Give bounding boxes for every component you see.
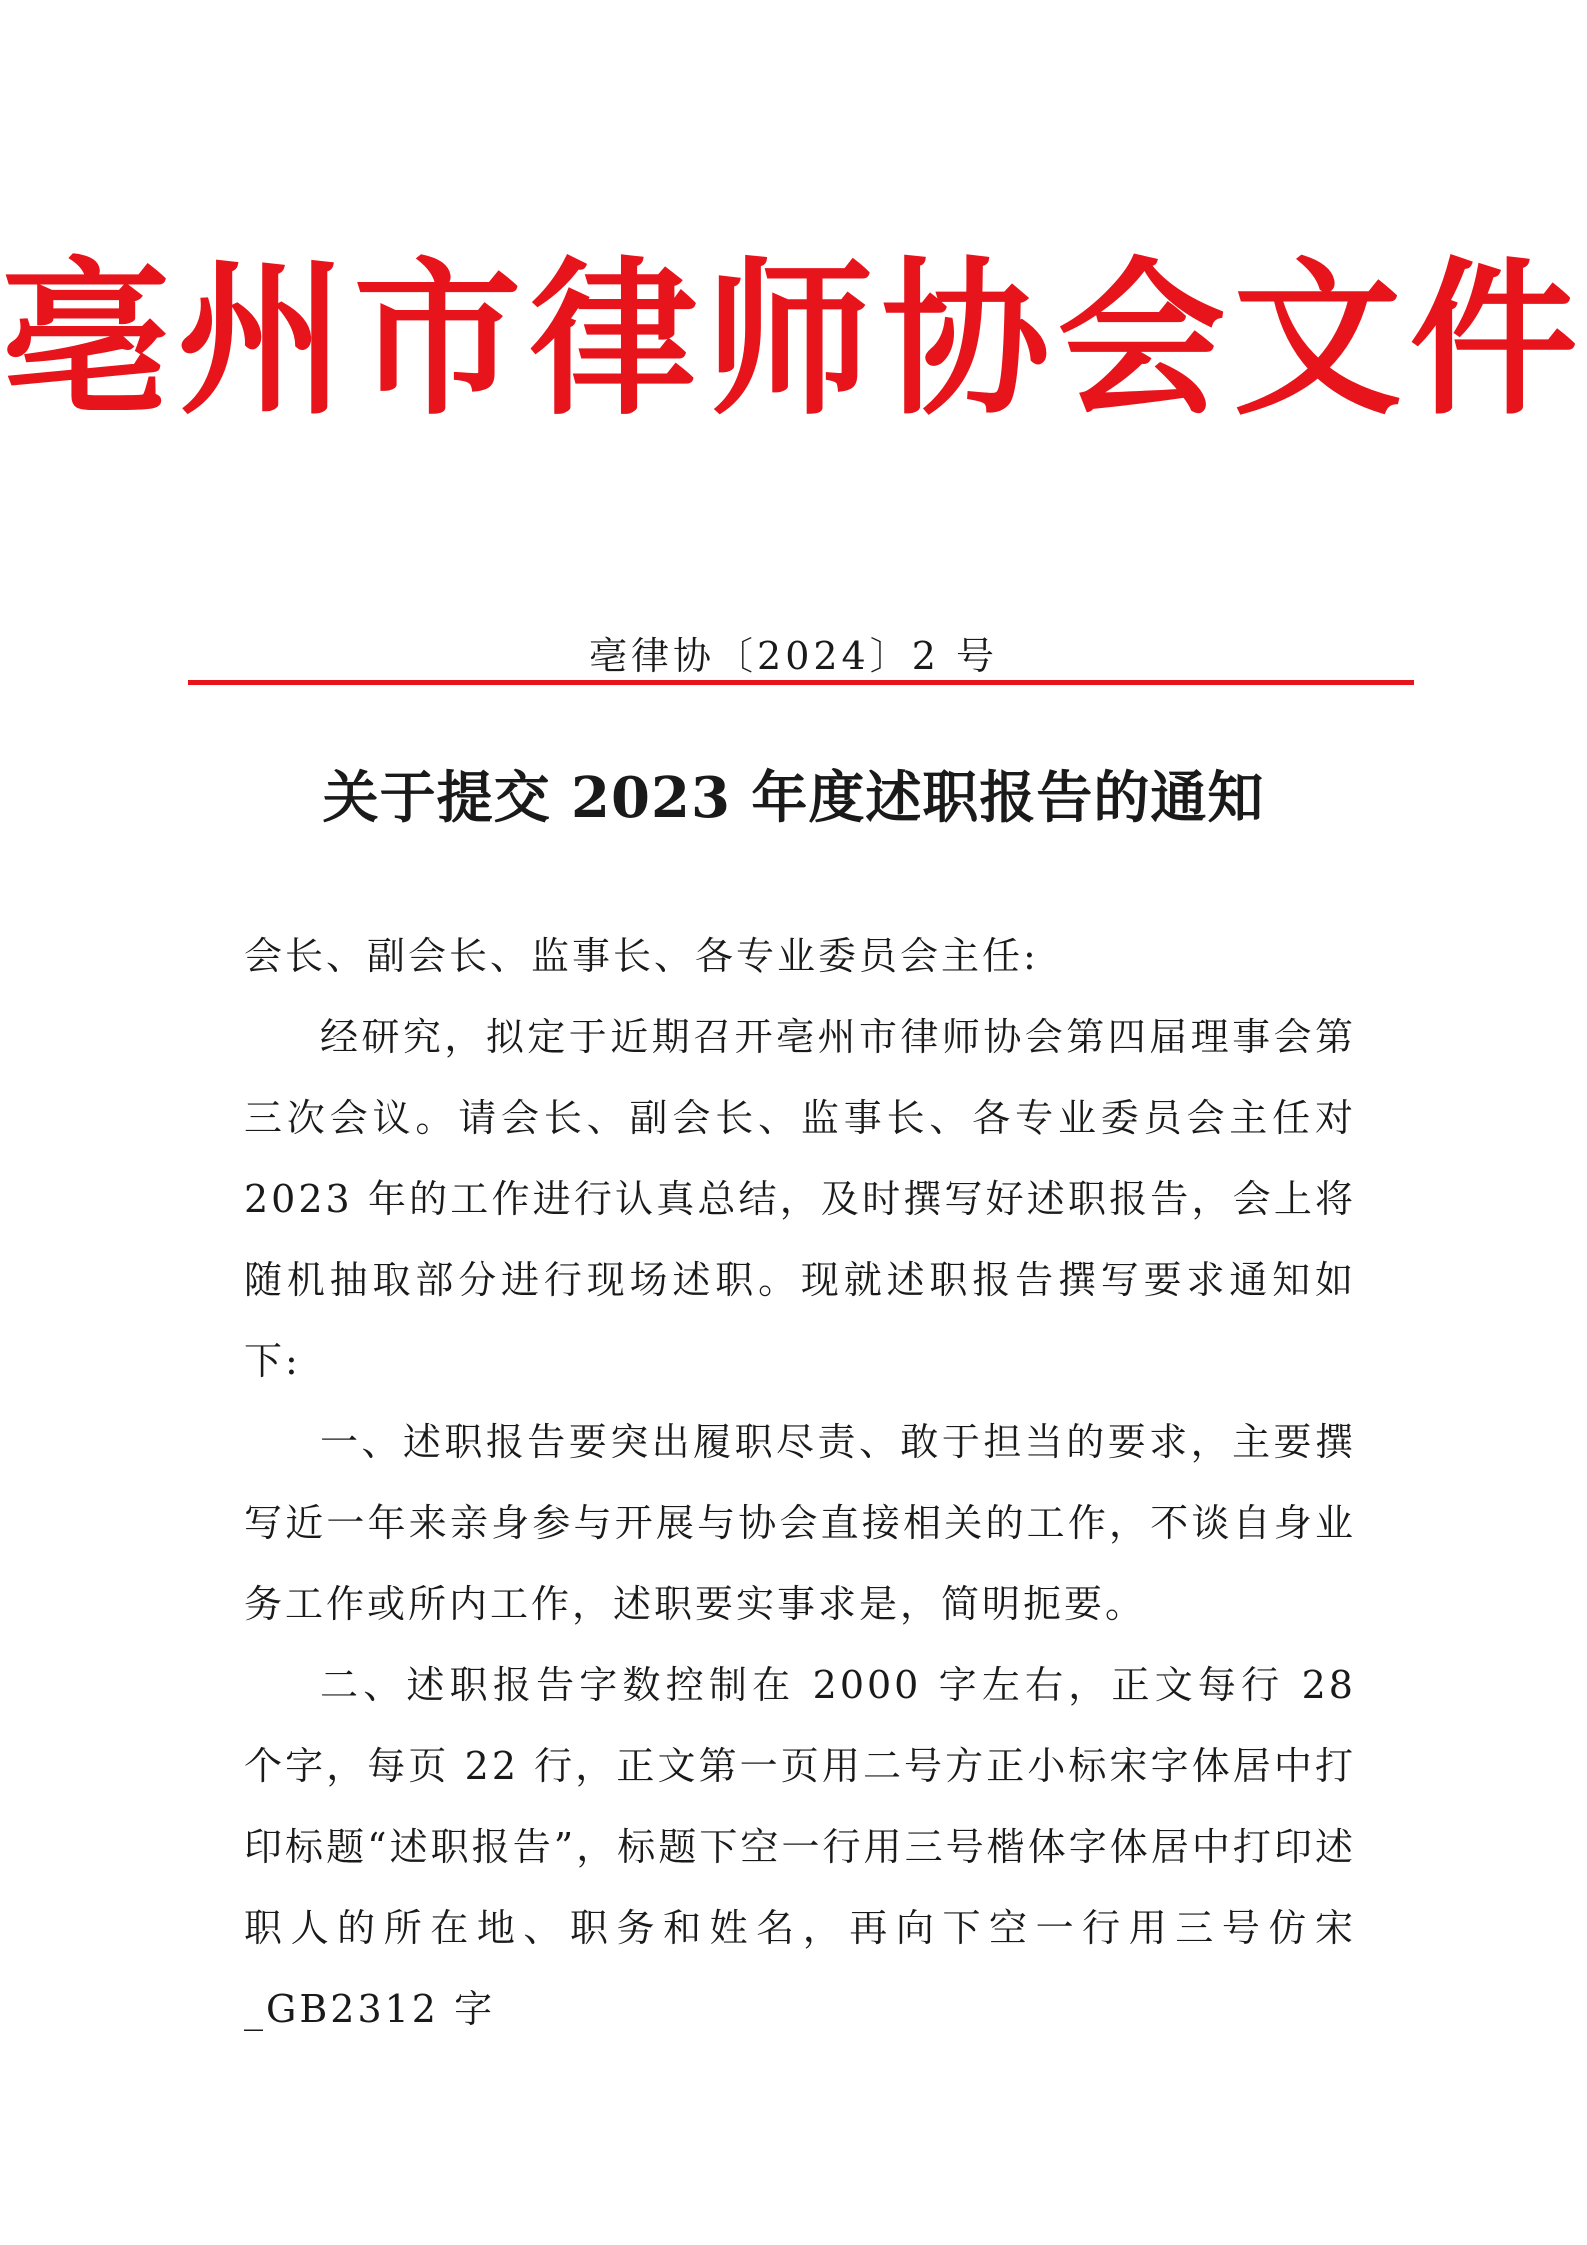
masthead-title: 亳州市律师协会文件: [1, 242, 1586, 438]
body-paragraph-1: 经研究，拟定于近期召开亳州市律师协会第四届理事会第三次会议。请会长、副会长、监事长、各专业委员会主任对 2023 年的工作进行认真总结，及时撰写好述职报告，会上将随机抽取部分进行现场述职。现就述职报告撰写要求通知如下:: [244, 1015, 1356, 1383]
notice-title: 关于提交 2023 年度述职报告的通知: [322, 765, 1265, 831]
body-paragraph-3: 二、述职报告字数控制在 2000 字左右，正文每行 28 个字，每页 22 行，正文第一页用二号方正小标宋字体居中打印标题“述职报告”，标题下空一行用三号楷体字体居中打印述职人的所在地、职务和姓名，再向下空一行用三号仿宋_GB2312 字: [244, 1663, 1356, 2031]
body-paragraph-2: 一、述职报告要突出履职尽责、敢于担当的要求，主要撰写近一年来亲身参与开展与协会直接相关的工作，不谈自身业务工作或所内工作，述职要实事求是，简明扼要。: [244, 1420, 1356, 1626]
salutation: 会长、副会长、监事长、各专业委员会主任:: [244, 934, 1039, 978]
document-number: 亳律协〔2024〕2 号: [589, 634, 998, 678]
red-divider-line: [188, 680, 1414, 685]
notice-body: [244, 916, 1356, 2050]
